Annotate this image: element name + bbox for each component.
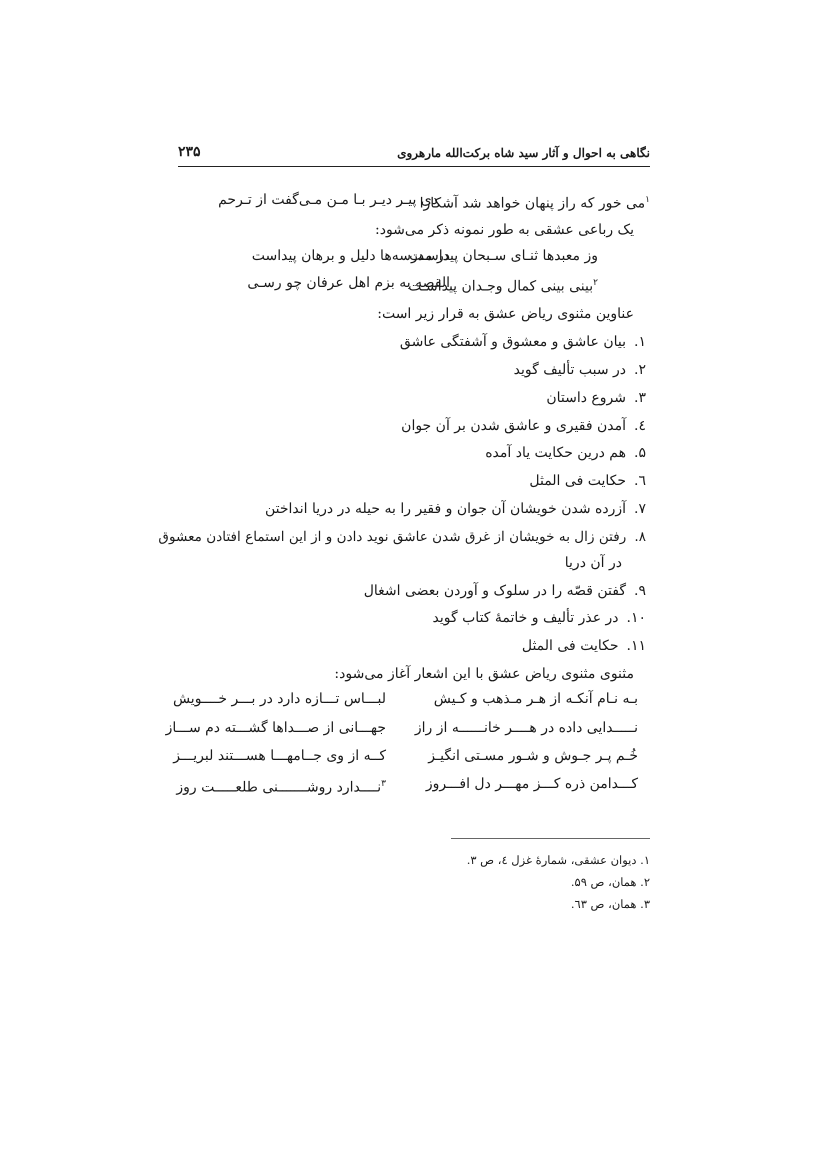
footnote: ۲. همان، ص ۵۹. <box>570 875 650 889</box>
footnote-separator <box>451 838 650 839</box>
list-item: ۳.شروع داستان <box>546 390 646 406</box>
titles-intro: عناوین مثنوی ریاض عشق به قرار زیر است: <box>377 306 634 322</box>
masnavi-line-3-hemistich-2: کــه از وی جــامهـــا هســـتند لبریـــز <box>173 748 386 764</box>
masnavi-line-1-hemistich-1: بـه نـام آنکـه از هـر مـذهب و کـیش <box>433 691 638 707</box>
footnote-ref: ۲ <box>593 278 598 288</box>
list-item: ۹.گفتن قصّه را در سلوک و آوردن بعضی اشغال <box>363 583 646 599</box>
masnavi-intro: مثنوی مثنوی ریاض عشق با این اشعار آغاز می‌شود: <box>334 666 634 682</box>
page-number: ۲۳۵ <box>178 144 201 160</box>
list-item: ٦.حکایت فی المثل <box>529 473 646 489</box>
list-item: ۷.آزرده شدن خویشان آن جوان و فقیر را به حیله در دریا انداختن <box>264 501 646 517</box>
rubai-line-2-hemistich-1: القصه به بزم اهل عرفان چو رسـی <box>247 275 450 291</box>
footnote-ref: ۳ <box>381 779 386 789</box>
list-item: ٤.آمدن فقیری و عاشق شدن بر آن جوان <box>401 418 646 434</box>
masnavi-line-2-hemistich-1: نـــــدایی داده در هــــر خانــــــه از راز <box>414 720 638 736</box>
list-item: ۱۰.در عذر تألیف و خاتمهٔ کتاب گوید <box>432 610 646 626</box>
running-title: نگاهی به احوال و آثار سید شاه برکت‌الله مارهروی <box>397 146 650 160</box>
list-item: ۱۱.حکایت فی المثل <box>521 638 646 654</box>
list-item: ۵.هم درین حکایت یاد آمده <box>485 445 646 461</box>
masnavi-line-1-hemistich-2: لبـــاس تـــازه دارد در بـــر خــــویش <box>172 691 386 707</box>
masnavi-line-4-hemistich-2: $^۳$نــــدارد روشـــــــنی طلعـــــت روز <box>176 779 386 796</box>
running-header <box>178 142 650 167</box>
opening-verse-hemistich-1: دی پیـر دیـر بـا مـن مـی‌گفت از تـرحم <box>218 192 438 208</box>
list-item-continuation: در آن دریا <box>564 555 622 571</box>
rubai-line-1-hemistich-2: وز معبدها ثنـای سـبحان پیداسـت <box>409 248 598 264</box>
masnavi-line-4-hemistich-1: کـــدامن ذره کـــز مهـــر دل افـــروز <box>425 776 638 792</box>
list-item: ۲.در سبب تألیف گوید <box>513 362 646 378</box>
footnote: ۳. همان، ص ٦۳. <box>570 897 650 911</box>
opening-verse-hemistich-2: $^۱$می خور که راز پنهان خواهد شد آشکارا <box>419 195 650 212</box>
masnavi-line-2-hemistich-2: جهـــانی از صـــداها گشـــته دم ســـاز <box>165 720 386 736</box>
list-item: ۸.رفتن زال به خویشان از غرق شدن عاشق نوید دادن و از این استماع افتادن معشوق <box>158 529 646 545</box>
footnote: ۱. دیوان عشقی، شمارهٔ غزل ٤، ص ۳. <box>466 853 650 867</box>
rubai-line-1-hemistich-1: در مدرسه‌ها دلیل و برهان پیداست <box>251 248 450 264</box>
rubai-intro: یک رباعی عشقی به طور نمونه ذکر می‌شود: <box>375 222 634 238</box>
list-item: ۱.بیان عاشق و معشوق و آشفتگی عاشق <box>399 334 646 350</box>
masnavi-line-3-hemistich-1: خُـم پـر جـوش و شـور مسـتی انگیـز <box>428 748 638 764</box>
rubai-line-2-hemistich-2: $^۲$بینی بینی کمال وجـدان پیداسـت <box>408 278 598 295</box>
footnote-ref: ۱ <box>645 195 650 205</box>
